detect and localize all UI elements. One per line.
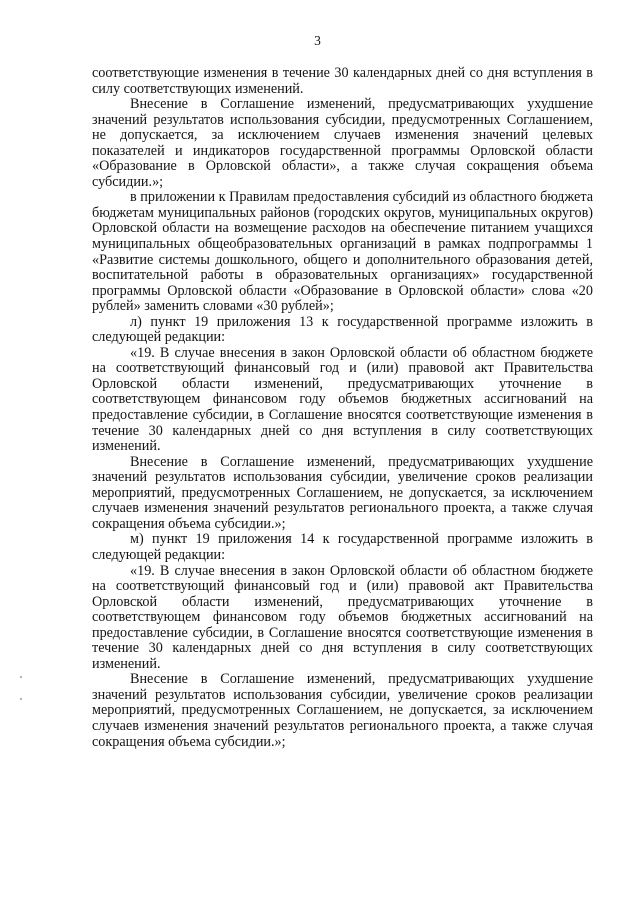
scan-speck <box>20 698 22 700</box>
paragraph-clause-19-app14: «19. В случае внесения в закон Орловской области об областном бюджете на соответствующий финансовый год и (или) правовой акт Правительства Орловской области изменений, предусматривающих уточнение в соответствующем финансовом году объемов бюджетных ассигнований на предоставление субсидии, в Соглашение вносятся соответствующие изменения в течение 30 календарных дней со дня вступления в силу соответствующих изменений. <box>92 562 593 672</box>
paragraph-continuation: соответствующие изменения в течение 30 календарных дней со дня вступления в силу соответствующих изменений. <box>92 65 593 97</box>
paragraph-item-l: л) пункт 19 приложения 13 к государственной программе изложить в следующей редакции: <box>92 313 593 346</box>
paragraph-appendix-rules: в приложении к Правилам предоставления субсидий из областного бюджета бюджетам муниципальных районов (городских округов, муниципальных округов) Орловской области на возмещение расходов на обеспечение питанием учащихся муниципальных общеобразовательных организаций в рамках подпрограммы 1 «Развитие системы дошкольного, общего и дополнительного образования детей, воспитательной работы в образовательных организациях» государственной программы Орловской области «Образование в Орловской области» слова «20 рублей» заменить словами «30 рублей»; <box>92 189 593 315</box>
paragraph-agreement-changes-app14: Внесение в Соглашение изменений, предусматривающих ухудшение значений результатов использования субсидии, увеличение сроков реализации мероприятий, предусмотренных Соглашением, не допускается, за исключением случаев изменения значений результатов регионального проекта, а также случая сокращения объема субсидии.»; <box>92 671 593 750</box>
scan-speck <box>20 676 22 678</box>
paragraph-agreement-changes-app13: Внесение в Соглашение изменений, предусматривающих ухудшение значений результатов использования субсидии, увеличение сроков реализации мероприятий, предусмотренных Соглашением, не допускается, за исключением случаев изменения значений результатов регионального проекта, а также случая сокращения объема субсидии.»; <box>92 453 593 532</box>
paragraph-agreement-changes: Внесение в Соглашение изменений, предусматривающих ухудшение значений результатов использования субсидии, предусмотренных Соглашением, не допускается, за исключением случаев изменения значений целевых показателей и индикаторов государственной программы Орловской области «Образование в Орловской области», а также случая сокращения объема субсидии.»; <box>92 96 593 190</box>
page-number: 3 <box>314 33 321 48</box>
paragraph-clause-19-app13: «19. В случае внесения в закон Орловской области об областном бюджете на соответствующий финансовый год и (или) правовой акт Правительства Орловской области изменений, предусматривающих уточнение в соответствующем финансовом году объемов бюджетных ассигнований на предоставление субсидии, в Соглашение вносятся соответствующие изменения в течение 30 календарных дней со дня вступления в силу соответствующих изменений. <box>92 344 593 455</box>
document-body <box>92 66 593 750</box>
paragraph-item-m: м) пункт 19 приложения 14 к государственной программе изложить в следующей редакции: <box>92 531 593 563</box>
